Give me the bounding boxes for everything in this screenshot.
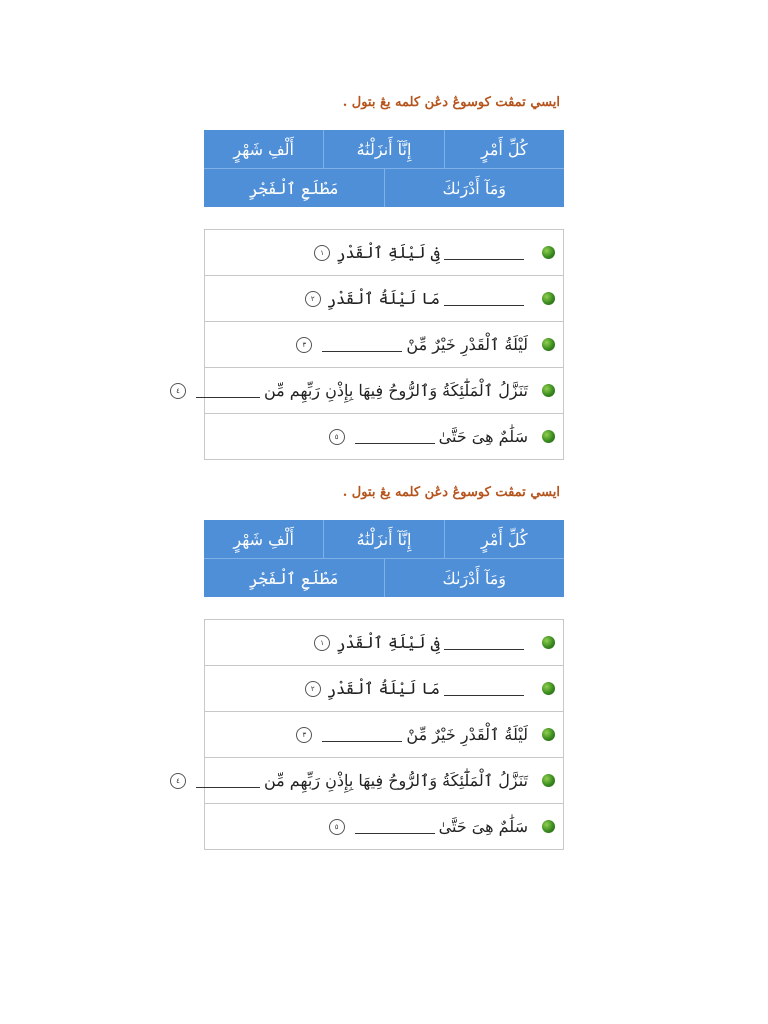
answer-blank[interactable] xyxy=(355,819,435,834)
question-text xyxy=(323,427,528,446)
question-row xyxy=(176,758,563,804)
question-row xyxy=(205,712,563,758)
answer-blank[interactable] xyxy=(322,727,402,742)
green-bullet-icon xyxy=(542,292,555,305)
question-row xyxy=(176,368,563,414)
answer-blank[interactable] xyxy=(355,429,435,444)
question-list xyxy=(176,619,564,850)
answer-blank[interactable] xyxy=(444,245,524,260)
question-after: مَا لَيْلَةُ ٱلْقَدْرِ xyxy=(326,289,440,308)
verse-marker-icon: ٢ xyxy=(305,291,321,307)
question-row xyxy=(205,666,563,712)
word-bank-cell: مَطْلَعِ ٱلْفَجْرِ xyxy=(249,178,339,198)
verse-marker-icon: ٤ xyxy=(170,383,186,399)
word-bank-cell: كُلِّ أَمْرٍ xyxy=(444,520,564,558)
question-before: تَنَزَّلُ ٱلْمَلَٰٓئِكَةُ وَٱلرُّوحُ فِيهَا بِإِذْنِ رَبِّهِم مِّن xyxy=(263,771,528,790)
word-bank xyxy=(204,130,564,207)
verse-marker-icon: ٤ xyxy=(170,773,186,789)
green-bullet-icon xyxy=(542,430,555,443)
question-text xyxy=(290,335,528,354)
word-bank-row-2 xyxy=(204,559,564,597)
word-bank-row-1 xyxy=(204,520,564,559)
question-list xyxy=(176,229,564,460)
green-bullet-icon xyxy=(542,728,555,741)
question-text xyxy=(308,243,528,262)
instruction-text: ايسي تمڤت كوسوڠ دڠن كلمه يڠ بتول . xyxy=(342,95,560,110)
answer-blank[interactable] xyxy=(196,383,260,398)
question-text xyxy=(323,817,528,836)
green-bullet-icon xyxy=(542,246,555,259)
worksheet-copy-1 xyxy=(176,88,564,460)
word-bank-cell: إِنَّآ أَنزَلْنَٰهُ xyxy=(323,520,443,558)
question-text xyxy=(290,725,528,744)
green-bullet-icon xyxy=(542,682,555,695)
answer-blank[interactable] xyxy=(444,681,524,696)
question-before: سَلَٰمٌ هِىَ حَتَّىٰ xyxy=(438,817,528,836)
question-text xyxy=(299,289,528,308)
worksheet-copy-2 xyxy=(176,478,564,850)
green-bullet-icon xyxy=(542,774,555,787)
word-bank-cell: وَمَآ أَدْرَىٰكَ xyxy=(384,169,565,207)
answer-blank[interactable] xyxy=(444,635,524,650)
word-bank-cell: كُلِّ أَمْرٍ xyxy=(444,130,564,168)
verse-marker-icon: ١ xyxy=(314,245,330,261)
word-bank-cell: مَطْلَعِ ٱلْفَجْرِ xyxy=(249,568,339,588)
word-bank-row-2 xyxy=(204,169,564,207)
question-row xyxy=(205,230,563,276)
verse-marker-icon: ٣ xyxy=(296,727,312,743)
answer-blank[interactable] xyxy=(444,291,524,306)
answer-blank[interactable] xyxy=(322,337,402,352)
verse-marker-icon: ٥ xyxy=(329,429,345,445)
question-text xyxy=(299,679,528,698)
word-bank-cell: أَلْفِ شَهْرٍ xyxy=(233,529,294,549)
question-row xyxy=(205,804,563,850)
question-before: سَلَٰمٌ هِىَ حَتَّىٰ xyxy=(438,427,528,446)
question-row xyxy=(205,276,563,322)
question-row xyxy=(205,322,563,368)
question-text xyxy=(308,633,528,652)
verse-marker-icon: ٣ xyxy=(296,337,312,353)
word-bank xyxy=(204,520,564,597)
word-bank-cell: أَلْفِ شَهْرٍ xyxy=(233,139,294,159)
verse-marker-icon: ٥ xyxy=(329,819,345,835)
question-after: فِى لَيْلَةِ ٱلْقَدْرِ xyxy=(336,243,440,262)
green-bullet-icon xyxy=(542,636,555,649)
green-bullet-icon xyxy=(542,384,555,397)
word-bank-row-1 xyxy=(204,130,564,169)
question-row xyxy=(205,414,563,460)
question-after: فِى لَيْلَةِ ٱلْقَدْرِ xyxy=(336,633,440,652)
question-row xyxy=(205,620,563,666)
question-before: لَيْلَةُ ٱلْقَدْرِ خَيْرٌ مِّنْ xyxy=(406,335,528,354)
question-before: لَيْلَةُ ٱلْقَدْرِ خَيْرٌ مِّنْ xyxy=(406,725,528,744)
question-before: تَنَزَّلُ ٱلْمَلَٰٓئِكَةُ وَٱلرُّوحُ فِيهَا بِإِذْنِ رَبِّهِم مِّن xyxy=(263,381,528,400)
green-bullet-icon xyxy=(542,820,555,833)
word-bank-cell: إِنَّآ أَنزَلْنَٰهُ xyxy=(323,130,443,168)
answer-blank[interactable] xyxy=(196,773,260,788)
question-text xyxy=(164,771,528,790)
instruction-text: ايسي تمڤت كوسوڠ دڠن كلمه يڠ بتول . xyxy=(342,485,560,500)
question-after: مَا لَيْلَةُ ٱلْقَدْرِ xyxy=(326,679,440,698)
green-bullet-icon xyxy=(542,338,555,351)
word-bank-cell: وَمَآ أَدْرَىٰكَ xyxy=(384,559,565,597)
question-text xyxy=(164,381,528,400)
verse-marker-icon: ١ xyxy=(314,635,330,651)
verse-marker-icon: ٢ xyxy=(305,681,321,697)
